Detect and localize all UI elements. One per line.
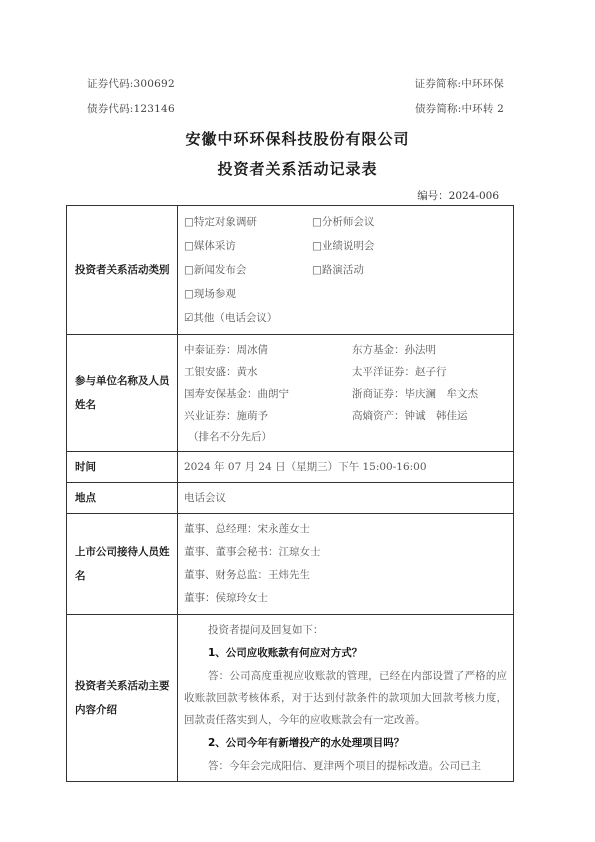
location-label: 地点 [67, 483, 178, 514]
participant: 东方基金：孙法明 [352, 344, 436, 356]
activity-type-label: 投资者关系活动类别 [67, 206, 178, 335]
option-specific-research: □特定对象调研 [184, 216, 257, 228]
participant: 工银安盛：黄水 [184, 366, 258, 378]
serial-number: 编号：2024-006 [417, 190, 499, 202]
stock-code: 证券代码:300692 [87, 78, 175, 90]
participant: 兴业证券：施萌予 [184, 410, 268, 422]
reception-person: 董事、总经理：宋永莲女士 [184, 523, 310, 535]
reception-person: 董事、董事会秘书：江琼女士 [184, 546, 321, 558]
reception-person: 董事：侯琼玲女士 [184, 592, 268, 604]
participants-list [178, 335, 514, 452]
option-other-checked: ☑其他（电话会议） [184, 312, 278, 324]
company-title: 安徽中环环保科技股份有限公司 [185, 130, 410, 148]
participant: 中泰证券：周冰倩 [184, 344, 268, 356]
answer-2: 答：今年会完成阳信、夏津两个项目的提标改造。公司已主 [208, 760, 481, 772]
row-main-content [67, 615, 514, 782]
activity-type-options [178, 206, 514, 335]
question-2: 2、公司今年有新增投产的水处理项目吗？ [208, 737, 405, 749]
option-media-interview: □媒体采访 [184, 240, 236, 252]
time-label: 时间 [67, 452, 178, 483]
stock-short-name: 证券简称:中环环保 [414, 78, 504, 90]
participant: 太平洋证券：赵子行 [352, 366, 447, 378]
row-location [67, 483, 514, 514]
location-value [178, 483, 514, 514]
reception-person: 董事、财务总监：王炜先生 [184, 569, 310, 581]
participant: 国寿安保基金：曲朗宁 [184, 388, 289, 400]
option-empty [312, 282, 507, 306]
content-label: 投资者关系活动主要内容介绍 [67, 615, 178, 782]
reception-list [178, 514, 514, 615]
participant: 浙商证券：毕庆澜 牟文杰 [352, 388, 478, 400]
time-text: 2024 年 07 月 24 日（星期三）下午 15:00-16:00 [184, 461, 427, 473]
participants-label: 参与单位名称及人员姓名 [67, 335, 178, 452]
option-site-visit: □现场参观 [184, 288, 236, 300]
option-roadshow: □路演活动 [312, 264, 364, 276]
bond-code: 债券代码:123146 [87, 103, 175, 115]
bond-short-name: 债券简称:中环转 2 [414, 103, 504, 115]
answer-1: 答：公司高度重视应收账款的管理，已经在内部设置了严格的应收账款回款考核体系，对于达到付款条件的款项加大回款考核力度，回款责任落实到人，今年的应收账款会有一定改善。 [184, 670, 507, 726]
participant: 高熵资产：钟诚 韩佳运 [352, 410, 468, 422]
row-participants [67, 335, 514, 452]
row-reception [67, 514, 514, 615]
option-earnings-call: □业绩说明会 [312, 240, 375, 252]
option-press-conference: □新闻发布会 [184, 264, 247, 276]
document-title: 投资者关系活动记录表 [217, 160, 378, 178]
qa-intro: 投资者提问及回复如下： [208, 624, 324, 636]
content-body [178, 615, 514, 782]
time-value [178, 452, 514, 483]
reception-label: 上市公司接待人员姓名 [67, 514, 178, 615]
row-activity-type [67, 206, 514, 335]
row-time [67, 452, 514, 483]
location-text: 电话会议 [184, 492, 226, 504]
participants-note: （排名不分先后） [188, 431, 272, 443]
question-1: 1、公司应收账款有何应对方式？ [208, 647, 363, 659]
option-analyst-meeting: □分析师会议 [312, 216, 375, 228]
record-table [66, 205, 514, 782]
